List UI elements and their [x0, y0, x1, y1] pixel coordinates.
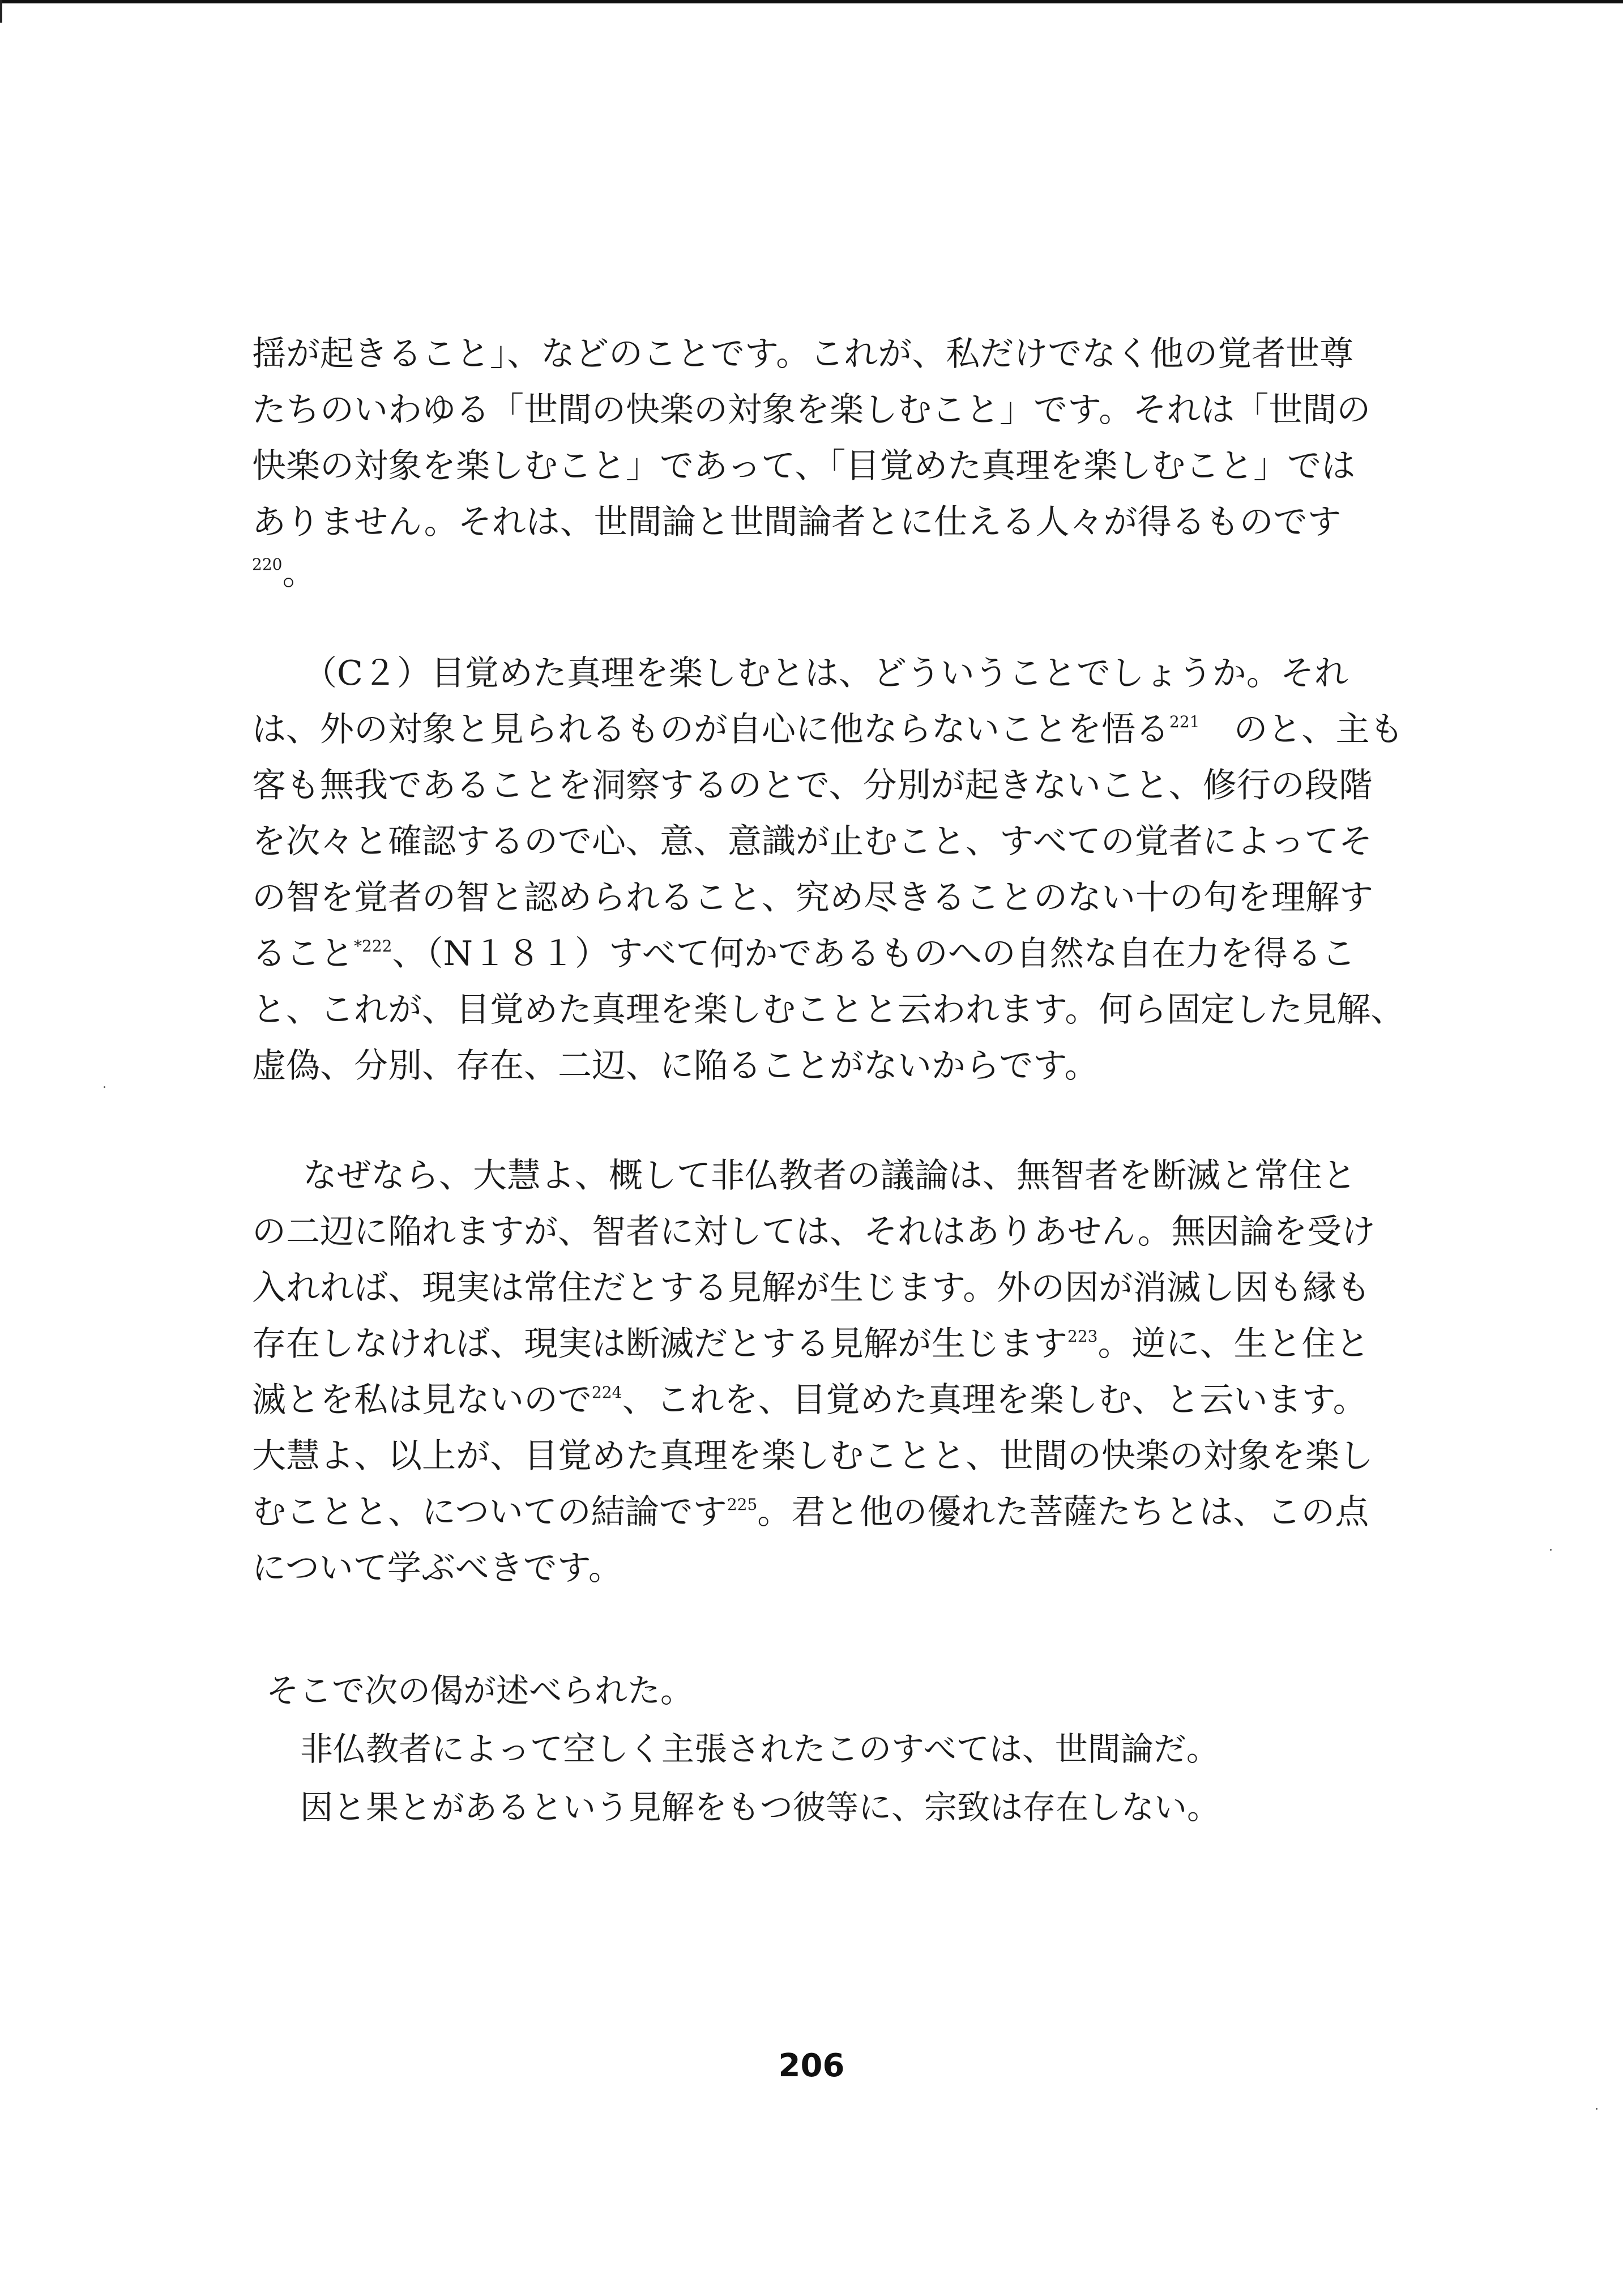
text-line: たちのいわゆる「世間の快楽の対象を楽しむこと」です。それは「世間の: [252, 390, 1371, 430]
footnote-ref-223: 223: [1067, 1327, 1098, 1346]
text-segment: 、これを、目覚めた真理を楽しむ、と云います。: [622, 1380, 1367, 1420]
text-line: の智を覚者の智と認められること、究め尽きることのない十の句を理解す: [252, 878, 1373, 917]
paragraph-1: [252, 326, 1371, 596]
text-line: を次々と確認するので心、意、意識が止むこと、すべての覚者によってそ: [252, 822, 1373, 861]
footnote-continuation-line: [252, 550, 1302, 596]
text-segment: 。君と他の優れた菩薩たちとは、この点: [757, 1492, 1369, 1532]
verse-line: 因と果とがあるという見解をもつ彼等に、宗致は存在しない。: [300, 1788, 1220, 1826]
scan-speck: [104, 1086, 105, 1088]
footnote-ref-221: 221: [1169, 712, 1200, 731]
paragraph-3: [252, 1148, 1376, 1597]
footnote-ref-225: 225: [727, 1495, 758, 1514]
text-line: 虚偽、分別、存在、二辺、に陥ることがないからです。: [252, 1046, 1099, 1086]
footnote-ref-220: 220: [252, 555, 283, 574]
text-line: 入れれば、現実は常住だとする見解が生じます。外の因が消滅し因も縁も: [252, 1268, 1371, 1308]
text-segment: 滅とを私は見ないので: [252, 1380, 592, 1420]
text-line: 揺が起きること」、などのことです。これが、私だけでなく他の覚者世尊: [252, 334, 1354, 374]
text-line: [252, 926, 1356, 982]
verse-line: 非仏教者によって空しく主張されたこのすべては、世間論だ。: [300, 1730, 1219, 1768]
verse-section: [266, 1662, 1285, 1837]
text-line: （C２）目覚めた真理を楽しむとは、どういうことでしょうか。それ: [303, 654, 1348, 693]
text-line: と、これが、目覚めた真理を楽しむことと云われます。何ら固定した見解、: [252, 990, 1405, 1030]
text-line: について学ぶべきです。: [252, 1548, 622, 1588]
text-tail: 。: [282, 553, 317, 593]
scan-speck: [1550, 1549, 1552, 1551]
paragraph-2: [252, 646, 1405, 1094]
text-line: 大慧よ、以上が、目覚めた真理を楽しむことと、世間の快楽の対象を楽し: [252, 1436, 1373, 1476]
text-segment: 存在しなければ、現実は断滅だとする見解が生じます: [252, 1324, 1067, 1364]
top-border: [0, 0, 1623, 3]
text-line: [252, 702, 1404, 758]
text-line: 客も無我であることを洞察するのとで、分別が起きないこと、修行の段階: [252, 766, 1373, 805]
text-line: [252, 1484, 1369, 1540]
text-line: 快楽の対象を楽しむこと」であって、「目覚めた真理を楽しむこと」では: [252, 446, 1356, 486]
footnote-ref-224: 224: [592, 1383, 622, 1402]
text-segment: むことと、についての結論です: [252, 1492, 727, 1532]
text-segment: 。逆に、生と住と: [1097, 1324, 1370, 1364]
text-line: なぜなら、大慧よ、概して非仏教者の議論は、無智者を断滅と常住と: [303, 1156, 1356, 1196]
text-line: [252, 1372, 1367, 1428]
text-segment: は、外の対象と見られるものが自心に他ならないことを悟る: [252, 710, 1169, 749]
footnote-ref-222: *222: [354, 937, 392, 955]
text-line: ありません。それは、世間論と世間論者とに仕える人々が得るものです: [252, 502, 1342, 542]
text-segment: ること: [252, 934, 354, 974]
verse-intro: そこで次の偈が述べられた。: [266, 1671, 694, 1710]
text-segment: 、（N１８１）すべて何かであるものへの自然な自在力を得るこ: [392, 934, 1356, 974]
scan-speck: [1596, 2108, 1598, 2110]
text-line: の二辺に陥れますが、智者に対しては、それはありあせん。無因論を受け: [252, 1212, 1376, 1252]
page-number: 206: [778, 2047, 845, 2084]
text-segment: のと、主も: [1233, 710, 1404, 749]
text-line: [252, 1316, 1370, 1372]
scan-edge-mark: [0, 0, 2, 23]
